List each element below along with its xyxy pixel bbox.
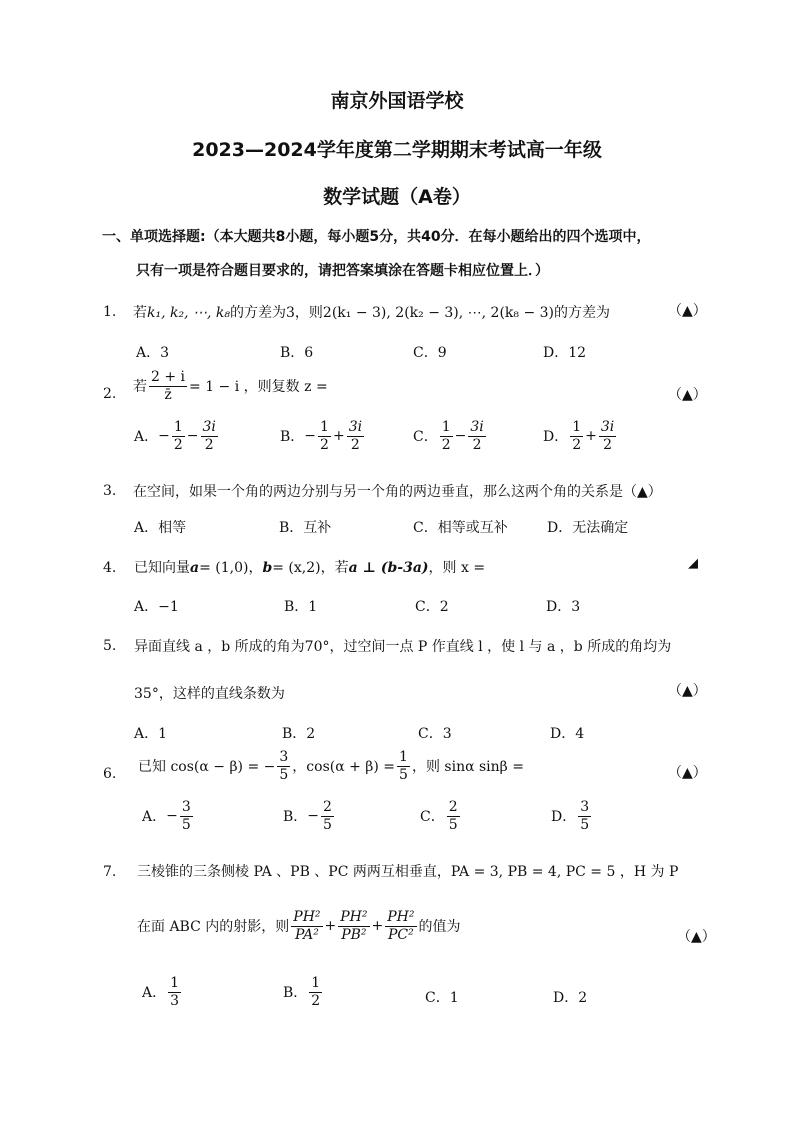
q4-condition: a ⊥ (b-3a) bbox=[348, 560, 429, 576]
q5-answer-mark: （▲） bbox=[668, 683, 707, 699]
q1-option-b[interactable]: B．6 bbox=[280, 345, 314, 361]
q6-a-label: A． bbox=[142, 809, 167, 826]
question-7-number: 7. bbox=[103, 864, 117, 880]
question-6-number: 6. bbox=[103, 766, 117, 782]
q6-text-b: ，cos(α + β) = bbox=[292, 759, 396, 776]
q6-b-label: B． bbox=[283, 809, 308, 826]
q1-option-c[interactable]: C．9 bbox=[413, 345, 447, 361]
q6-b-d: 5 bbox=[323, 816, 332, 833]
section-heading-line1: 一、单项选择题:（本大题共8小题，每小题5分，共40分．在每小题给出的四个选项中， bbox=[102, 229, 651, 245]
q3-option-a[interactable]: A．相等 bbox=[134, 520, 187, 536]
q2-d-f2n: 3i bbox=[600, 419, 615, 435]
question-5-line1: 异面直线 a ，b 所成的角为70°，过空间一点 P 作直线 l ，使 l 与 a ，b 所成的角均为 bbox=[134, 639, 672, 655]
q6-f1d: 5 bbox=[279, 766, 289, 783]
q1-text-b: 的方差为3，则 bbox=[230, 305, 323, 321]
q2-c-op: − bbox=[454, 428, 467, 445]
q5-option-c[interactable]: C．3 bbox=[418, 726, 452, 742]
q7-t3n: PH² bbox=[387, 909, 415, 925]
q5-option-a[interactable]: A．1 bbox=[134, 726, 168, 742]
q2-frac-den: z̄ bbox=[164, 386, 172, 403]
q2-a-op: − bbox=[186, 428, 199, 445]
question-7-line1: 三棱锥的三条侧棱 PA 、PB 、PC 两两互相垂直，PA = 3, PB = 4, PC = 5 ，H 为 P bbox=[137, 864, 679, 880]
q2-c-f2n: 3i bbox=[470, 419, 484, 435]
paper-title: 数学试题（A卷） bbox=[323, 186, 471, 208]
q4-text-b: ，则 x = bbox=[428, 560, 486, 576]
q7-b-frac bbox=[309, 976, 322, 1008]
q3-option-d[interactable]: D．无法确定 bbox=[547, 520, 629, 536]
q2-c-f1n: 1 bbox=[441, 419, 451, 435]
q7-answer-mark: （▲） bbox=[677, 929, 716, 945]
q2-option-b[interactable] bbox=[280, 420, 366, 452]
q7-t1d: PA² bbox=[294, 926, 319, 943]
q4-answer-mark: ◢ bbox=[688, 556, 698, 571]
q6-frac2 bbox=[397, 750, 410, 782]
q6-text-c: ，则 sinα sinβ = bbox=[411, 759, 524, 776]
exam-title: 2023—2024学年度第二学期期末考试高一年级 bbox=[192, 139, 602, 161]
q7-option-c[interactable]: C．1 bbox=[425, 990, 459, 1006]
q2-text-b: = 1 − i ，则复数 z = bbox=[189, 379, 328, 396]
q2-b-frac2 bbox=[347, 420, 364, 452]
q4-eq-b: = (x,2)，若 bbox=[272, 560, 349, 576]
q7-t2d: PB² bbox=[341, 926, 367, 943]
q4-text-a: 已知向量 bbox=[134, 560, 190, 576]
q1-text-c: 的方差为 bbox=[554, 305, 611, 321]
q2-a-f1d: 2 bbox=[173, 436, 183, 453]
q1-expression: 2(k₁ − 3), 2(k₂ − 3), ⋯, 2(k₈ − 3) bbox=[322, 305, 555, 321]
q7-b-d: 2 bbox=[311, 992, 321, 1009]
q6-f1n: 3 bbox=[279, 749, 289, 765]
q6-frac1 bbox=[277, 750, 290, 782]
q4-option-d[interactable]: D．3 bbox=[546, 599, 581, 615]
question-1-stem bbox=[133, 302, 610, 322]
question-2-stem bbox=[133, 370, 328, 402]
q2-fraction bbox=[149, 370, 187, 402]
q7-term3 bbox=[385, 910, 416, 942]
question-4-stem bbox=[134, 557, 485, 577]
q6-d-label: D． bbox=[551, 809, 577, 826]
q2-c-label: C． bbox=[413, 429, 438, 446]
q7-plus-2: + bbox=[371, 918, 384, 935]
q6-a-n: 3 bbox=[181, 799, 191, 815]
q7-term2 bbox=[338, 910, 369, 942]
question-7-line2 bbox=[137, 910, 461, 942]
q2-c-frac1 bbox=[440, 420, 453, 452]
q7-a-n: 1 bbox=[170, 975, 180, 991]
q6-option-b[interactable] bbox=[283, 800, 336, 832]
q1-option-d[interactable]: D．12 bbox=[543, 345, 587, 361]
q2-d-f2d: 2 bbox=[603, 436, 613, 453]
q2-d-frac1 bbox=[570, 420, 583, 452]
q2-option-c[interactable] bbox=[413, 420, 488, 452]
section-heading-line2: 只有一项是符合题目要求的，请把答案填涂在答题卡相应位置上．） bbox=[136, 263, 549, 279]
q7-option-a[interactable] bbox=[142, 976, 183, 1008]
q2-option-d[interactable] bbox=[543, 420, 618, 452]
q2-d-f1n: 1 bbox=[572, 419, 582, 435]
q6-option-d[interactable] bbox=[551, 800, 593, 832]
q7-b-n: 1 bbox=[311, 975, 321, 991]
q2-a-f1n: 1 bbox=[173, 419, 183, 435]
q2-answer-mark: （▲） bbox=[668, 387, 707, 403]
q6-c-frac bbox=[447, 800, 460, 832]
q7-text-b: 的值为 bbox=[418, 919, 461, 936]
q7-option-b[interactable] bbox=[283, 976, 324, 1008]
q6-b-frac bbox=[321, 800, 334, 832]
q2-c-f1d: 2 bbox=[441, 436, 451, 453]
q7-a-frac bbox=[168, 976, 181, 1008]
q2-b-f1n: 1 bbox=[320, 419, 329, 435]
question-6-stem bbox=[138, 750, 524, 782]
q5-option-d[interactable]: D．4 bbox=[550, 726, 585, 742]
q1-answer-mark: （▲） bbox=[668, 303, 707, 319]
q2-a-sign: − bbox=[158, 428, 170, 445]
question-1-number: 1. bbox=[103, 304, 117, 320]
q2-b-f2n: 3i bbox=[348, 419, 363, 435]
q7-t2n: PH² bbox=[340, 909, 368, 925]
q7-plus-1: + bbox=[324, 918, 337, 935]
q6-c-n: 2 bbox=[448, 799, 458, 815]
question-3-number: 3. bbox=[103, 483, 117, 499]
q4-option-c[interactable]: C．2 bbox=[415, 599, 449, 615]
q4-vector-a: a bbox=[190, 560, 200, 576]
q2-text-a: 若 bbox=[133, 379, 147, 396]
question-4-number: 4. bbox=[103, 560, 117, 576]
q6-f2d: 5 bbox=[399, 766, 408, 783]
q2-b-sign: − bbox=[304, 428, 317, 445]
q2-b-op: + bbox=[332, 428, 345, 445]
q2-a-f2d: 2 bbox=[204, 436, 214, 453]
q4-eq-a: = (1,0)， bbox=[199, 560, 263, 576]
q4-vector-b: b bbox=[262, 560, 273, 576]
q6-b-n: 2 bbox=[323, 799, 332, 815]
q7-t1n: PH² bbox=[293, 909, 321, 925]
q4-option-a[interactable]: A．−1 bbox=[134, 599, 179, 615]
q7-t3d: PC² bbox=[388, 926, 414, 943]
q1-text-a: 若 bbox=[133, 305, 147, 321]
q6-a-d: 5 bbox=[181, 816, 191, 833]
q7-text-a: 在面 ABC 内的射影，则 bbox=[137, 919, 290, 936]
q6-a-frac bbox=[180, 800, 193, 832]
q3-option-c[interactable]: C．相等或互补 bbox=[413, 520, 508, 536]
q2-c-frac2 bbox=[468, 420, 485, 452]
q6-d-d: 5 bbox=[580, 816, 590, 833]
q5-option-b[interactable]: B．2 bbox=[282, 726, 316, 742]
q2-d-f1d: 2 bbox=[572, 436, 582, 453]
q6-option-c[interactable] bbox=[420, 800, 462, 832]
q4-option-b[interactable]: B．1 bbox=[284, 599, 318, 615]
q2-a-frac1 bbox=[172, 420, 185, 452]
q6-f2n: 1 bbox=[399, 749, 408, 765]
q2-a-label: A． bbox=[134, 429, 159, 446]
q7-a-label: A． bbox=[142, 985, 167, 1002]
q6-c-d: 5 bbox=[448, 816, 458, 833]
q6-b-sign: − bbox=[307, 808, 320, 825]
q2-c-f2d: 2 bbox=[472, 436, 482, 453]
q6-option-a[interactable] bbox=[142, 800, 195, 832]
q2-a-f2n: 3i bbox=[202, 419, 216, 435]
q2-d-frac2 bbox=[599, 420, 616, 452]
q2-b-f1d: 2 bbox=[320, 436, 329, 453]
q3-option-b[interactable]: B．互补 bbox=[279, 520, 332, 536]
question-2-number: 2. bbox=[103, 386, 117, 402]
question-5-number: 5. bbox=[103, 638, 117, 654]
question-3-stem: 在空间，如果一个角的两边分别与另一个角的两边垂直，那么这两个角的关系是（▲） bbox=[133, 484, 662, 500]
q7-a-d: 3 bbox=[170, 992, 180, 1009]
q2-b-f2d: 2 bbox=[350, 436, 360, 453]
q6-a-sign: − bbox=[166, 808, 178, 825]
q7-term1 bbox=[291, 910, 322, 942]
q2-frac-num: 2 + i bbox=[151, 369, 186, 385]
q2-option-a[interactable] bbox=[134, 420, 220, 452]
q6-text-a: 已知 cos(α − β) = − bbox=[138, 759, 276, 776]
q2-d-label: D． bbox=[543, 429, 569, 446]
q2-b-frac1 bbox=[318, 420, 331, 452]
q2-a-frac2 bbox=[201, 420, 218, 452]
q2-b-label: B． bbox=[280, 429, 305, 446]
q6-d-frac bbox=[578, 800, 591, 832]
q1-sequence: k₁, k₂, ⋯, k₈ bbox=[147, 305, 230, 321]
q7-option-d[interactable]: D．2 bbox=[553, 990, 588, 1006]
q1-option-a[interactable]: A．3 bbox=[136, 345, 170, 361]
q6-d-n: 3 bbox=[580, 799, 590, 815]
q6-answer-mark: （▲） bbox=[668, 765, 707, 781]
q2-d-op: + bbox=[585, 428, 597, 445]
question-5-line2: 35°，这样的直线条数为 bbox=[134, 686, 285, 702]
q6-c-label: C． bbox=[420, 809, 445, 826]
q7-b-label: B． bbox=[283, 985, 308, 1002]
school-name: 南京外国语学校 bbox=[330, 90, 464, 112]
